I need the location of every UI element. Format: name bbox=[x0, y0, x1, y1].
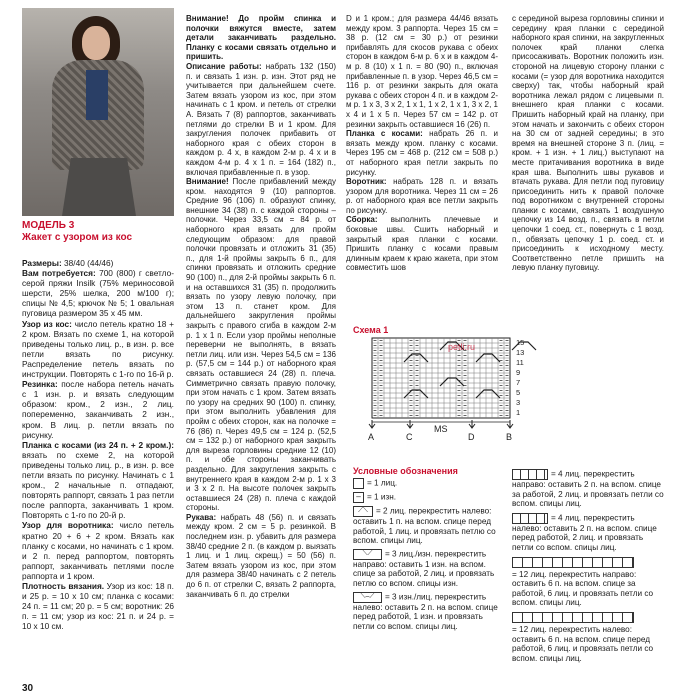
work-label: Описание работы: bbox=[186, 61, 262, 71]
legend-cross-4-left-text: = 4 лиц. перекрестить налево: оставить 2 п. на вспом. спице перед работой, 2 лиц. и провязать петли со вспом. спицы лиц. bbox=[512, 513, 657, 552]
cross-3-right-symbol: ⟍⟋ bbox=[353, 549, 382, 560]
cross-4-right-symbol bbox=[512, 469, 548, 480]
row-number: 13 bbox=[516, 348, 525, 357]
cross-4-left-symbol bbox=[512, 513, 548, 524]
model-title bbox=[22, 220, 132, 244]
band-section-text: набрать 26 п. и вязать между кром. планку с косами. Через 195 см = 468 р. (212 см = 508 р.) от наборного края петли закрыть по рисунку. bbox=[346, 129, 499, 177]
scheme-title: Схема 1 bbox=[353, 325, 389, 335]
assembly-text: выполнить плечевые и боковые швы. Сшить наборный и закрытый края планки с косами. Пришить планку с косами правым длинным краем к краю жакета, при этом совместить шов bbox=[346, 215, 498, 273]
legend-cross-12-right-text: = 12 лиц. перекрестить направо: оставить 6 п. на вспом. спице за работой, 6 лиц. и провязать петли со вспом. спицы лиц. bbox=[512, 569, 654, 608]
band-text: вязать по схеме 2, на которой приведены только лиц. р., в изн. р. все петли вязать по рисунку. Начинать с 1 кром., 2 начальные п. отпадают, повторять раппорт, связать 1 раз петли после раппорта, заканчивать 1 кром. Повторять с 1-го по 20-й р. bbox=[22, 449, 174, 521]
legend-cross-4-right-text: = 4 лиц. перекрестить направо: оставить 2 п. на вспом. спице за работой, 2 лиц. и провязать петли со вспом. спицы лиц. bbox=[512, 469, 664, 509]
column-1 bbox=[22, 258, 174, 631]
sizes-label: Размеры: bbox=[22, 258, 62, 268]
legend-cross-2-left-text: = 2 лиц. перекрестить налево: оставить 1 п. на вспом. спице перед работой, 1 лиц. и провязать петлю со вспом. спицы лиц. bbox=[353, 506, 496, 546]
attention-note: Внимание! До пройм спинка и полочки вяжутся вместе, затем детали заканчивать раздельно. Планку с косами связать отдельно и пришить. bbox=[186, 14, 336, 62]
cross-12-right-symbol bbox=[512, 557, 634, 568]
ms-label: MS bbox=[434, 424, 448, 434]
sleeves-text: набрать 48 (56) п. и связать между кром. 2 см = 5 р. резинкой. В последнем изн. р. убавить для размера 38/40 средние 2 п. (в каждом р. выязать 1 лиц. и 1 лиц. скрещ.) = 50 (56) п. Затем вязать узором из кос, при этом для размера 38/40 начинать с 2 петель до 6 п. от стрелки С, вязать 2 раппорта, заканчивать 6 п. до стрелки bbox=[186, 512, 336, 599]
model-subtitle: Жакет с узором из кос bbox=[22, 232, 132, 243]
row-numbers bbox=[516, 338, 524, 417]
legend-title: Условные обозначения bbox=[353, 466, 458, 476]
assembly-continued: с серединой выреза горловины спинки и середину края планки с серединой наборного края спинки, на закругленных полочек край планки слегка присосаживать. Воротник положить изн. стороной на лицевую сторону планки с косами (= узор для воротника находится сверху) так, чтобы наборный край воротника лежал рядом с лицевыми п. внешнего края планки с косами. Пришить наборный край на планку, при этом начать и закончить с обеих сторон на 30 см от задней середины; в это время на внешней стороне 3 п. (лиц. = кром. + 1 изн. + 1 лиц.) выступают на месте притачивания воротника в виде края шва. Выполнить швы рукавов и втачать рукава. Для петли под пуговицу присоединить нить к правой полочке под воротником с внутренней стороны планки с косами, связать 1 воздушную цепочку из 14 возд. п., связать в петли цепочки 1 соед. ст., повернуть с 1 возд. п., обвязать цепочку 1 р. соед. ст. и присоединить к исходному месту. Соответственно петле пришить на левую планку пуговицу. bbox=[512, 14, 664, 273]
row-number: 11 bbox=[516, 358, 524, 367]
collar-text: число петель кратно 20 + 6 + 2 кром. Вязать как планку с косами, но начинать с 1 кром. и 2 п. перед раппортом, повторять раппорт, заканчивать петлями после раппорта и 1 кром. bbox=[22, 520, 174, 581]
band-label: Планка с косами (из 24 п. + 2 кром.): bbox=[22, 439, 174, 450]
gauge-label: Плотность вязания. bbox=[22, 581, 105, 591]
legend-item-cross-4-right bbox=[512, 469, 664, 509]
legend-cross-3-left-text: = 3 изн./лиц. перекрестить налево: оставить 2 п. на вспом. спице перед работой, 1 изн. и провязать петли со вспом. спицы лиц. bbox=[353, 592, 498, 631]
row-number: 3 bbox=[516, 398, 521, 407]
sleeves-continued: D и 1 кром.; для размера 44/46 вязать между кром. 3 раппорта. Через 15 см = 38 р. (12 см = 30 р.) от резинки прибавлять для скосов рукава с обеих сторон в каждом 6-м р. 6 х и в каждом 4-м р. 8 (10) х 1 п. = 80 (90) п., включая прибавленные п. в узор. Через 46,5 см = 116 р. от резинки закрыть для оката рукава с обеих сторон 4 п. и в каждом 2-м р. 1 х 3, 3 х 2, 1 х 1, 1 х 2, 1 х 1, 3 х 2, 1 х 4 и 1 х 5 п. Через 57 см = 142 р. от резинки закрыть оставшиеся 16 (26) п. bbox=[346, 14, 498, 129]
legend-item-cross-3-left bbox=[353, 592, 503, 632]
legend-cross-3-right-text: = 3 лиц./изн. перекрестить направо: оставить 1 изн. на вспом. спице за работой, 2 лиц. и провязать петлю со вспом. спицы изн. bbox=[353, 549, 495, 588]
legend-item-cross-2-left bbox=[353, 506, 503, 546]
arrow-d-label: D bbox=[468, 432, 475, 442]
legend-right bbox=[512, 469, 664, 663]
assembly-label: Сборка: bbox=[346, 215, 378, 225]
attention-label: Внимание! bbox=[186, 177, 229, 187]
legend-item-purl bbox=[353, 492, 503, 503]
legend-item-cross-4-left bbox=[512, 513, 664, 553]
arrow-c-label: C bbox=[406, 432, 413, 442]
cable-text: число петель кратно 18 + 2 кром. Вязать по схеме 1, на которой приведены только лиц. р., в изн. р. все петли вязать по рисунку. Распределение петель вязать по инструкции. Повторять с 1-го по 16-й р. bbox=[22, 318, 174, 380]
attention-text: После прибавлений между кром. находятся 9 (10) раппортов. Средние 96 (106) п. образуют спинку, внешние 34 (38) п. с каждой стороны – полочки. Через 33,5 см = 84 р. от наборного края вязать для пройм следующим образом: для правой полочки провязать и отложить 31 (35) п., для 1-й проймы закрыть 6 п., для спинки провязать и отложить средние 90 (100) п., для 2-й проймы закрыть 6 п. и на оставшихся 31 (35) п. продолжить вязать по узору левую полочку, при этом 13 п. станет кром. Для дальнейшего закругления проймы закрыть с правого сгиба в каждом 2-м р. 1 х 1 п. Если узор проймы неполные переверни не выполнять, в вязать петли лиц. или изн. Через 54,5 см = 136 р. (57,5 см = 144 р.) от наборного края связать оставшиеся 24 (28) п. плеча. Симметрично связать правую полочку, при этом начать с 1 кром. Затем вязать по узору на средних 90 (100) п. спинку, при этом выполнить убавления для пройм с обеих сторон, как на полочке = 76 (86) п. Через 49,5 см = 124 р. (52,5 см = 132 р.) от наборного края закрыть для выреза горловины средние 12 (10) п. и обе стороны заканчивать раздельно. Для закругления закрыть с внутреннего края в каждом 2-м р. 1 х 3 и 3 х 2 п. На высоте полочек закрыть оставшиеся 24 (28) п. плеча с каждой стороны. bbox=[186, 177, 336, 513]
collar-section-label: Воротник: bbox=[346, 177, 387, 187]
cable-label: Узор из кос: bbox=[22, 318, 72, 329]
legend-purl-text: = 1 изн. bbox=[367, 492, 397, 502]
cross-12-left-symbol bbox=[512, 612, 634, 623]
arrow-a-label: A bbox=[368, 432, 375, 442]
chart-grid bbox=[372, 338, 510, 418]
rib-label: Резинка: bbox=[22, 379, 58, 390]
legend-item-cross-12-left bbox=[512, 612, 664, 663]
row-number: 5 bbox=[516, 388, 521, 397]
photo-skirt bbox=[62, 158, 136, 216]
column-2 bbox=[186, 14, 336, 599]
knitting-chart bbox=[352, 336, 557, 444]
work-text: набрать 132 (150) п. и связать 1 изн. р. изн. Этот ряд не учитывается при дальнейшем счете. Затем вязать узором из кос, при этом начинать с 1 кром. и петель от стрелки А. Вязать 7 (8) раппортов, заканчивать петлями до стрелки В и 1 кром. Для закругления полочек прибавить от наборного края с обеих сторон в каждом р. 4 х, в каждом 2-м р. 4 х и в каждом 4-м р. 4 х 1 п. = 164 (182) п., включая прибавленные п. в узор. bbox=[186, 61, 336, 177]
page-number: 30 bbox=[22, 683, 34, 694]
chart-watermark: petli.ru bbox=[448, 342, 476, 352]
need-label: Вам потребуется: bbox=[22, 268, 96, 279]
photo-top bbox=[86, 70, 108, 120]
legend-left bbox=[353, 478, 503, 631]
rib-text: после набора петель начать с 1 изн. р. и вязать следующим образом: кром., 2 изн., 2 лиц. попеременно, заканчивать 2 изн., кром. В лиц. р. петли вязать по рисунку. bbox=[22, 379, 174, 440]
arrow-b-label: B bbox=[506, 432, 513, 442]
cross-3-left-symbol: ⟍–⟋ bbox=[353, 592, 382, 603]
column-3 bbox=[346, 14, 498, 273]
gauge-text: Узор из кос: 18 п. и 25 р. = 10 x 10 см; планка с косами: 24 п. = 11 см; 20 р. = 5 см; воротник: 26 п. = 11 см; узор из кос: 21 п. и 24 р. = 10 x 10 см. bbox=[22, 581, 174, 632]
purl-symbol: – bbox=[353, 492, 364, 503]
model-number: МОДЕЛЬ 3 bbox=[22, 220, 75, 231]
row-number: 7 bbox=[516, 378, 521, 387]
sizes-value: 38/40 (44/46) bbox=[64, 258, 114, 268]
band-section-label: Планка с косами: bbox=[346, 129, 423, 139]
row-number: 9 bbox=[516, 368, 521, 377]
legend-item-cross-3-right bbox=[353, 549, 503, 589]
column-4 bbox=[512, 14, 664, 273]
legend-item-knit bbox=[353, 478, 503, 489]
knit-symbol bbox=[353, 478, 364, 489]
photo-face bbox=[82, 26, 110, 60]
cross-2-left-symbol: ⟋⟍ bbox=[353, 506, 373, 517]
collar-section-text: набрать 128 п. и вязать узором для воротника. Через 11 см = 26 р. от наборного края все петли закрыть по рисунку. bbox=[346, 177, 498, 215]
collar-label: Узор для воротника: bbox=[22, 520, 114, 531]
chart-arrows bbox=[368, 420, 513, 442]
need-text: 700 (800) г светло-серой пряжи Insilk (75% мериносовой шерсти, 25% шелка, 200 м/100 г); спицы № 4,5; крючок № 5; 1 овальная пуговица размером 35 x 45 мм. bbox=[22, 268, 174, 319]
row-number: 15 bbox=[516, 338, 525, 347]
legend-knit-text: = 1 лиц. bbox=[367, 478, 398, 488]
sleeves-label: Рукава: bbox=[186, 512, 217, 522]
legend-item-cross-12-right bbox=[512, 557, 664, 608]
legend-cross-12-left-text: = 12 лиц. перекрестить налево: оставить 6 п. на вспом. спице перед работой, 6 лиц. и провязать петли со вспом. спицы лиц. bbox=[512, 624, 654, 663]
model-photo bbox=[22, 8, 174, 216]
row-number: 1 bbox=[516, 408, 521, 417]
